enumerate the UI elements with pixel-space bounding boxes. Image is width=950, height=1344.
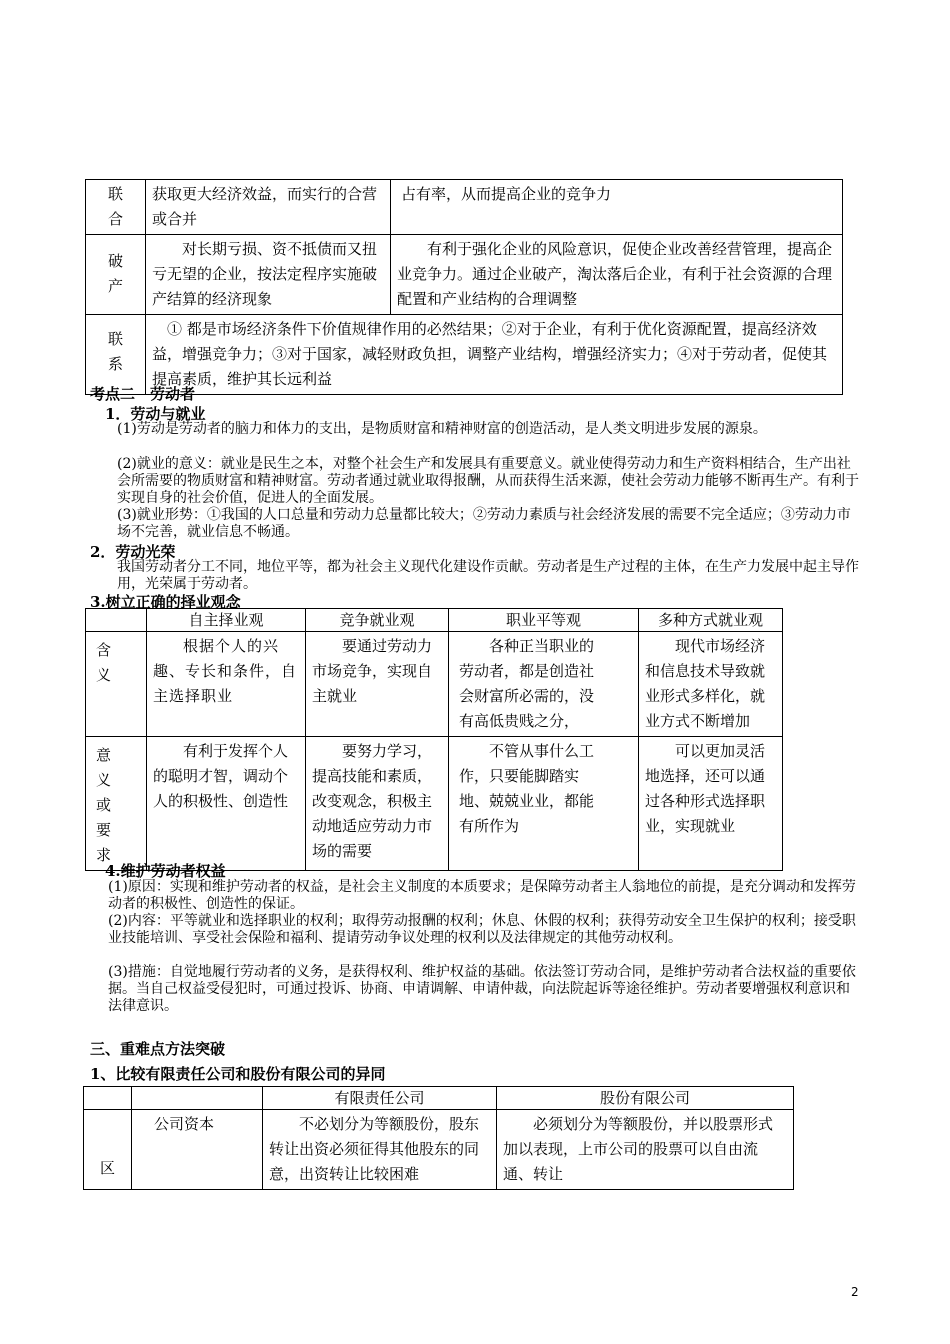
row-label-bankruptcy: 破产 [86, 235, 146, 315]
cell: 各种正当职业的劳动者，都是创造社会财富所必需的，没有高低贵贱之分， [449, 632, 639, 737]
header-equality: 职业平等观 [449, 609, 639, 632]
cell: 可以更加灵活地选择，还可以通过各种形式选择职业，实现就业 [639, 737, 783, 871]
row-group-label: 区 [84, 1110, 132, 1190]
merger-effect: 占有率，从而提高企业的竞争力 [391, 180, 843, 235]
empty-header-cell [84, 1087, 132, 1110]
header-diverse: 多种方式就业观 [639, 609, 783, 632]
subsection-title-2: 2．劳动光荣 [90, 543, 176, 561]
connection-text: ① 都是市场经济条件下价值规律作用的必然结果；②对于企业，有利于优化资源配置，提高经济效益，增强竞争力；③对于国家，减轻财政负担，调整产业结构，增强经济实力；④对于劳动者，促使其提高素质，维护其长远利益 [146, 315, 843, 395]
career-views-table [85, 608, 783, 871]
merger-bankruptcy-table [85, 179, 843, 395]
bankruptcy-definition: 对长期亏损、资不抵债而又扭亏无望的企业，按法定程序实施破产结算的经济现象 [146, 235, 391, 315]
cell: 根据个人的兴趣、专长和条件，自主选择职业 [147, 632, 306, 737]
joint-stock-capital: 必须划分为等额股份，并以股票形式加以表现，上市公司的股票可以自由流通、转让 [497, 1110, 794, 1190]
empty-header-cell [132, 1087, 263, 1110]
paragraph: (1)原因：实现和维护劳动者的权益，是社会主义制度的本质要求；是保障劳动者主人翁地位的前提，是充分调动和发挥劳动者的积极性、创造性的保证。 [108, 879, 856, 912]
paragraph: (3)就业形势：①我国的人口总量和劳动力总量都比较大；②劳动力素质与社会经济发展的需要不完全适应；③劳动力市场不完善，就业信息不畅通。 [117, 507, 851, 540]
llc-capital: 不必划分为等额股份，股东转让出资必须征得其他股东的同意，出资转让比较困难 [263, 1110, 497, 1190]
subsection-title-1: 1．劳动与就业 [105, 405, 206, 423]
part-heading: 三、重难点方法突破 [90, 1040, 226, 1058]
cell: 不管从事什么工作，只要能脚踏实地、兢兢业业，都能有所作为 [449, 737, 639, 871]
paragraph: (2)内容：平等就业和选择职业的权利；取得劳动报酬的权利；休息、休假的权利；获得劳动安全卫生保护的权利；接受职业技能培训、享受社会保险和福利、提请劳动争议处理的权利以及法律规定的其他劳动权利。 [108, 913, 856, 946]
compare-title: 1、比较有限责任公司和股份有限公司的异同 [90, 1065, 386, 1083]
row-label-meaning: 含义 [86, 632, 147, 737]
page-number: 2 [851, 1285, 859, 1299]
cell: 要通过劳动力市场竞争，实现自主就业 [306, 632, 449, 737]
cell: 有利于发挥个人的聪明才智，调动个人的积极性、创造性 [147, 737, 306, 871]
cell: 现代市场经济和信息技术导致就业形式多样化，就业方式不断增加 [639, 632, 783, 737]
row-label-capital: 公司资本 [132, 1110, 263, 1190]
row-label-merger: 联合 [86, 180, 146, 235]
header-joint-stock: 股份有限公司 [497, 1087, 794, 1110]
paragraph: (3)措施：自觉地履行劳动者的义务，是获得权利、维护权益的基础。依法签订劳动合同，是维护劳动者合法权益的重要依据。当自己权益受侵犯时，可通过投诉、协商、申请调解、申请仲裁，向法院起诉等途径维护。劳动者要增强权利意识和法律意识。 [108, 964, 856, 1014]
header-self-choice: 自主择业观 [147, 609, 306, 632]
header-llc: 有限责任公司 [263, 1087, 497, 1110]
subsection-title-3: 3.树立正确的择业观念 [90, 593, 241, 611]
company-compare-table [83, 1086, 794, 1190]
row-label-connection: 联系 [86, 315, 146, 395]
merger-definition: 获取更大经济效益，而实行的合营或合并 [146, 180, 391, 235]
paragraph: 我国劳动者分工不同，地位平等，都为社会主义现代化建设作贡献。劳动者是生产过程的主体，在生产力发展中起主导作用，光荣属于劳动者。 [117, 559, 859, 592]
empty-header-cell [86, 609, 147, 632]
row-label-significance: 意义或要求 [86, 737, 147, 871]
section-heading: 考点二 劳动者 [90, 385, 196, 403]
paragraph: (1)劳动是劳动者的脑力和体力的支出，是物质财富和精神财富的创造活动，是人类文明进步发展的源泉。 [117, 421, 767, 437]
bankruptcy-effect: 有利于强化企业的风险意识，促使企业改善经营管理，提高企业竞争力。通过企业破产，淘汰落后企业，有利于社会资源的合理配置和产业结构的合理调整 [391, 235, 843, 315]
paragraph: (2)就业的意义：就业是民生之本，对整个社会生产和发展具有重要意义。就业使得劳动力和生产资料相结合，生产出社会所需要的物质财富和精神财富。劳动者通过就业取得报酬，从而获得生活来源，使社会劳动力能够不断再生产。有利于实现自身的社会价值，促进人的全面发展。 [117, 456, 859, 506]
subsection-title-4: 4.维护劳动者权益 [105, 862, 226, 880]
cell: 要努力学习，提高技能和素质，改变观念，积极主动地适应劳动力市场的需要 [306, 737, 449, 871]
header-competition: 竞争就业观 [306, 609, 449, 632]
